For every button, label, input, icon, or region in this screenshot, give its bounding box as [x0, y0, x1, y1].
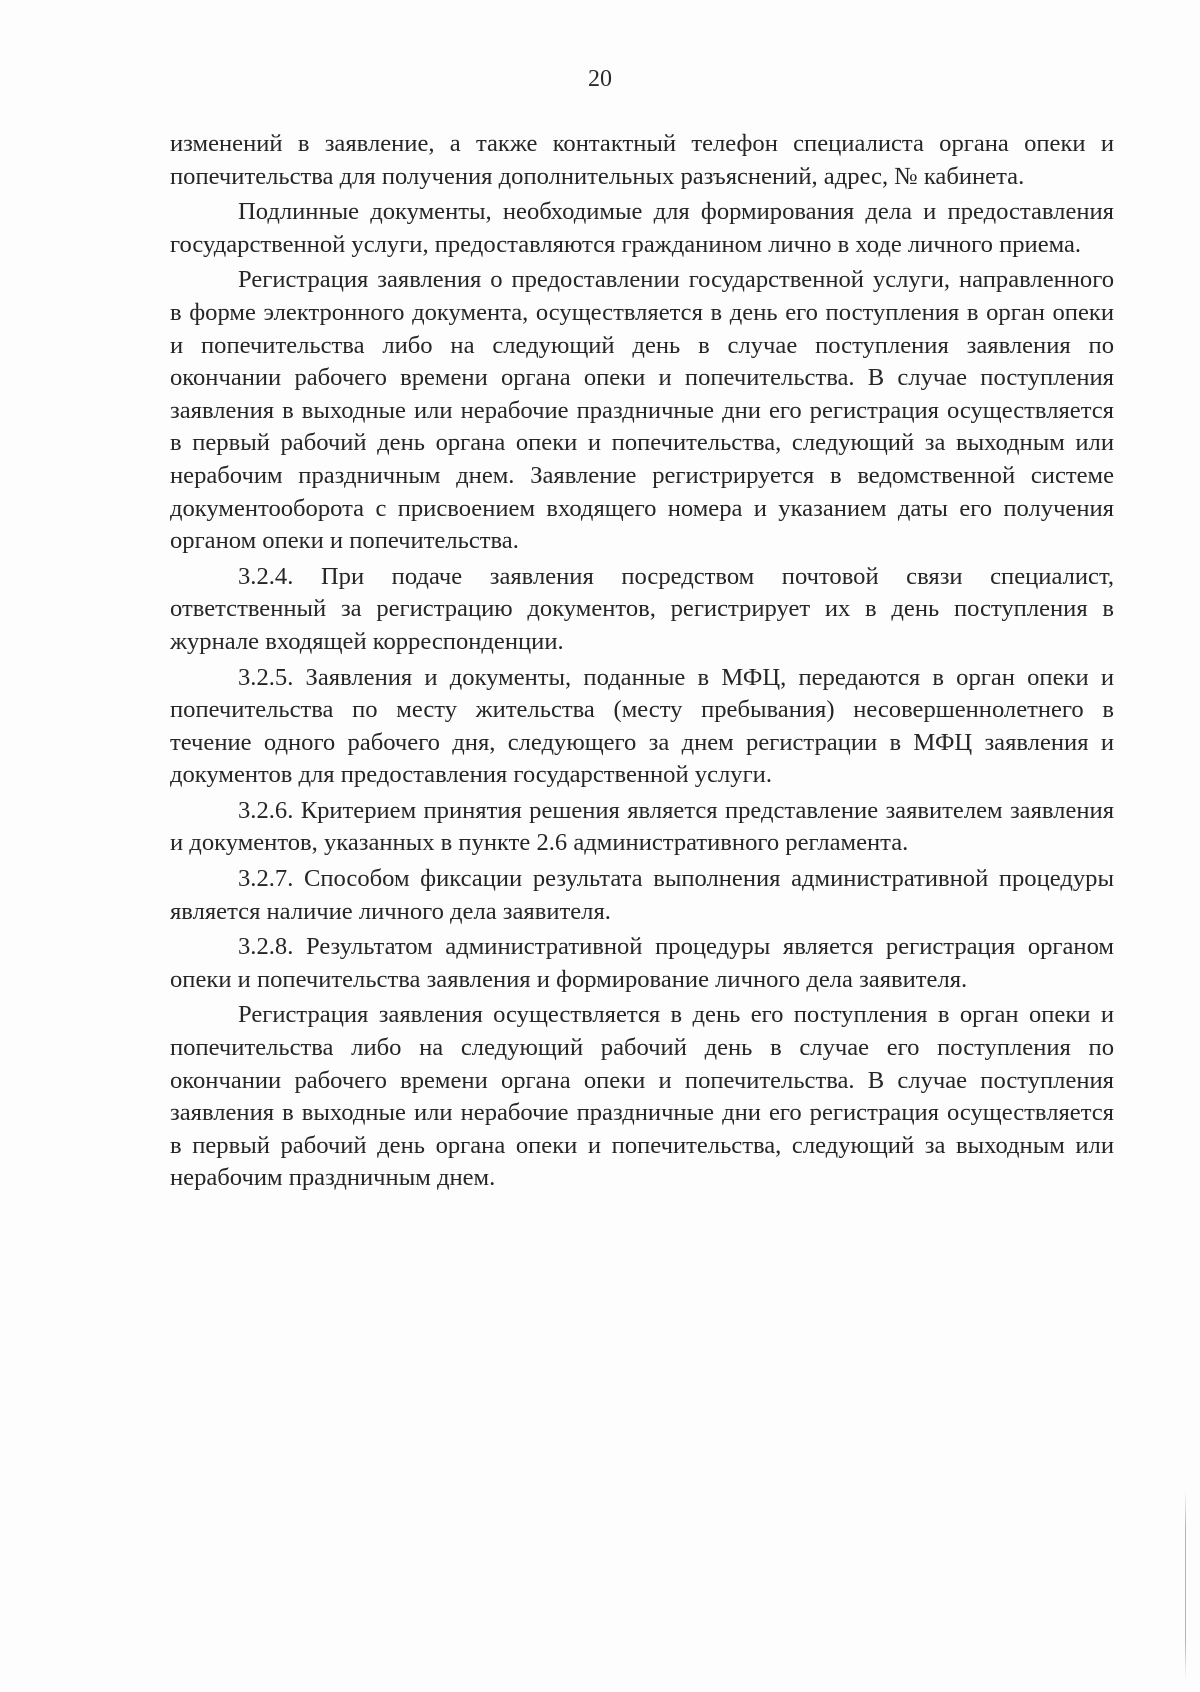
paragraph: Регистрация заявления осуществляется в день его поступления в орган опеки и попечительства либо на следующий рабочий день в случае его поступления по окончании рабочего времени органа опеки и попечительства. В случае поступления заявления в выходные или нерабочие праздничные дни его регистрация осуществляется в первый рабочий день органа опеки и попечительства, следующий за выходным или нерабочим праздничным днем. — [170, 1001, 1114, 1192]
paragraph: изменений в заявление, а также контактный телефон специалиста органа опеки и попечительства для получения дополнительных разъяснений, адрес, № кабинета. — [170, 130, 1114, 190]
scan-edge-artifact — [1185, 1490, 1186, 1680]
document-body — [170, 128, 1114, 1198]
page-number: 20 — [588, 66, 612, 92]
paragraph-3-2-8: 3.2.8. Результатом административной процедуры является регистрация органом опеки и попечительства заявления и формирование личного дела заявителя. — [170, 933, 1114, 993]
paragraph-3-2-4: 3.2.4. При подаче заявления посредством почтовой связи специалист, ответственный за регистрацию документов, регистрирует их в день поступления в журнале входящей корреспонденции. — [170, 562, 1114, 655]
paragraph: Регистрация заявления о предоставлении государственной услуги, направленного в форме электронного документа, осуществляется в день его поступления в орган опеки и попечительства либо на следующий день в случае поступления заявления по окончании рабочего времени органа опеки и попечительства. В случае поступления заявления в выходные или нерабочие праздничные дни его регистрация осуществляется в первый рабочий день органа опеки и попечительства, следующий за выходным или нерабочим праздничным днем. Заявление регистрируется в ведомственной системе документооборота с присвоением входящего номера и указанием даты его получения органом опеки и попечительства. — [170, 266, 1114, 555]
paragraph-3-2-7: 3.2.7. Способом фиксации результата выполнения административной процедуры является наличие личного дела заявителя. — [170, 865, 1114, 925]
paragraph: Подлинные документы, необходимые для формирования дела и предоставления государственной услуги, предоставляются гражданином лично в ходе личного приема. — [170, 198, 1114, 258]
paragraph-3-2-6: 3.2.6. Критерием принятия решения является представление заявителем заявления и документов, указанных в пункте 2.6 административного регламента. — [170, 796, 1114, 857]
paragraph-3-2-5: 3.2.5. Заявления и документы, поданные в МФЦ, передаются в орган опеки и попечительства по месту жительства (месту пребывания) несовершеннолетнего в течение одного рабочего дня, следующего за днем регистрации в МФЦ заявления и документов для предоставления государственной услуги. — [170, 663, 1114, 789]
